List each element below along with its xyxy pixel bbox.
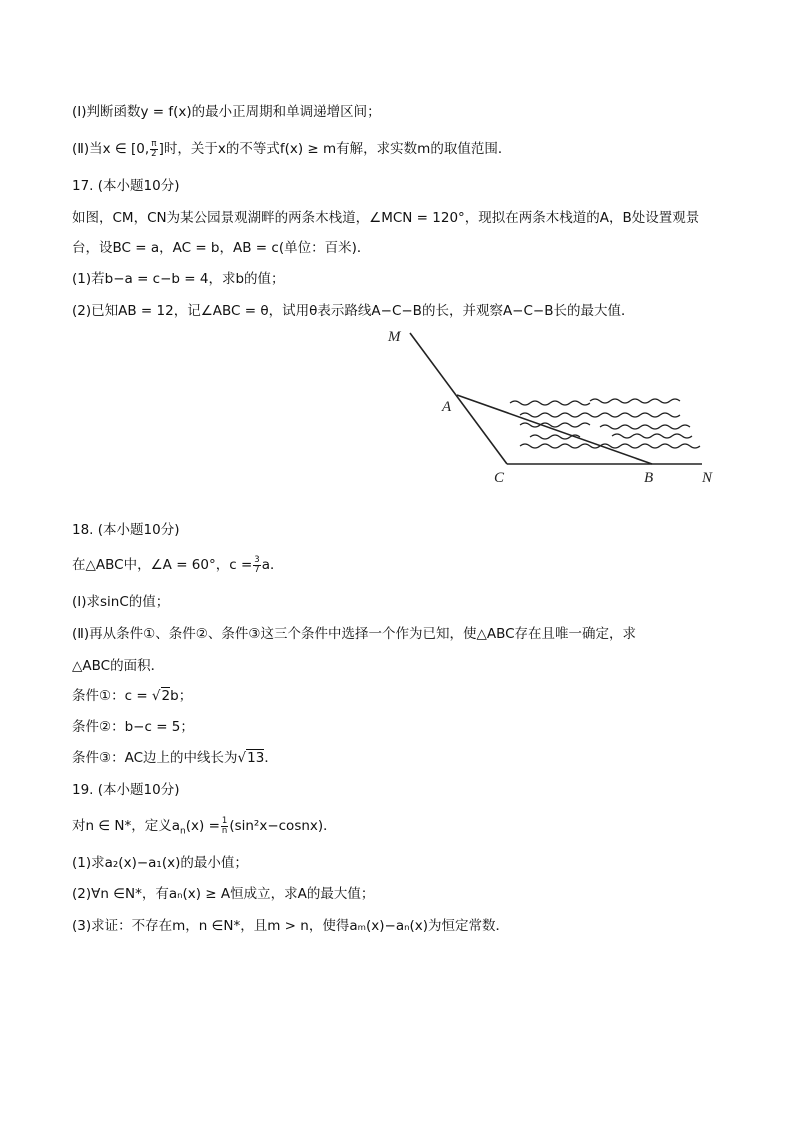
segment-ab: [457, 395, 652, 464]
q16-frac-den: 2: [151, 148, 157, 159]
q19-line3: (2)∀n ∈N*，有aₙ(x) ≥ A恒成立，求A的最大值；: [72, 886, 375, 902]
q18-line1-text-a: 在△ABC中，∠A = 60°，c =: [72, 557, 253, 573]
q17-line1: 如图，CM，CN为某公园景观湖畔的两条木栈道，∠MCN = 120°，现拟在两条木栈道的A，B处设置观景: [72, 210, 700, 226]
boardwalk-cm: [410, 333, 507, 464]
q18-fraction: [253, 556, 260, 575]
q19-heading: 19. (本小题10分): [72, 782, 180, 798]
lake-boardwalk-figure: [380, 325, 730, 490]
label-a: A: [442, 399, 452, 415]
sqrt-13-radicand: 13: [247, 750, 265, 766]
sqrt-13: √13: [237, 750, 265, 766]
q19-line1-sub: n: [180, 826, 186, 837]
q18-cond1-text-b: b；: [170, 688, 193, 704]
q19-fraction: [221, 817, 228, 836]
q16-part2: [72, 139, 511, 159]
q17-line4: (2)已知AB = 12，记∠ABC = θ，试用θ表示路线A−C−B的长，并观察A−C−B长的最大值．: [72, 303, 635, 319]
q18-cond3-text-a: 条件③：AC边上的中线长为: [72, 750, 238, 766]
q18-cond1-text-a: 条件①：c =: [72, 688, 152, 704]
q19-line4: (3)求证：不存在m，n ∈N*，且m > n，使得aₘ(x)−aₙ(x)为恒定常数．: [72, 918, 510, 934]
q16-part2-text-b: ]时，关于x的不等式f(x) ≥ m有解，求实数m的取值范围．: [158, 141, 512, 157]
q19-line1-text-c: (sin²x−cosnx)．: [229, 818, 337, 834]
q19-line1: [72, 816, 337, 842]
q16-part1: (Ⅰ)判断函数y = f(x)的最小正周期和单调递增区间；: [72, 104, 381, 120]
label-b: B: [644, 470, 654, 486]
label-c: C: [494, 470, 505, 486]
q16-part2-text-a: (Ⅱ)当x ∈ [0,: [72, 141, 150, 157]
q18-line3: (Ⅱ)再从条件①、条件②、条件③这三个条件中选择一个作为已知，使△ABC存在且唯一确定，求: [72, 626, 637, 642]
q18-line1: [72, 555, 283, 575]
q18-cond3-text-b: ．: [264, 750, 278, 766]
q18-condition2: 条件②：b−c = 5；: [72, 719, 194, 735]
q18-line2: (Ⅰ)求sinC的值；: [72, 594, 170, 610]
q19-line2: (1)求a₂(x)−a₁(x)的最小值；: [72, 855, 248, 871]
sqrt-2: √2: [151, 688, 171, 704]
q16-frac-num: π: [151, 138, 157, 149]
q17-line3: (1)若b−a = c−b = 4，求b的值；: [72, 271, 285, 287]
q19-line1-text-b: (x) =: [185, 818, 220, 834]
q19-line1-text-a: 对n ∈ N*，定义a: [72, 818, 181, 834]
q16-part2-fraction: [150, 140, 157, 159]
q18-condition3: [72, 748, 278, 768]
q18-frac-den: 7: [254, 564, 260, 575]
q18-condition1: [72, 686, 192, 706]
q18-heading: 18. (本小题10分): [72, 522, 180, 538]
q18-line1-text-b: a．: [261, 557, 284, 573]
q17-heading: 17. (本小题10分): [72, 178, 180, 194]
sqrt-2-radicand: 2: [161, 688, 171, 704]
q19-frac-num: 1: [221, 815, 228, 826]
q19-frac-den: n: [221, 825, 228, 836]
q17-line2: 台，设BC = a，AC = b，AB = c(单位：百米)．: [72, 240, 371, 256]
label-n: N: [702, 470, 713, 486]
label-m: M: [388, 329, 401, 345]
q18-frac-num: 3: [254, 554, 260, 565]
q18-line4: △ABC的面积．: [72, 658, 165, 674]
